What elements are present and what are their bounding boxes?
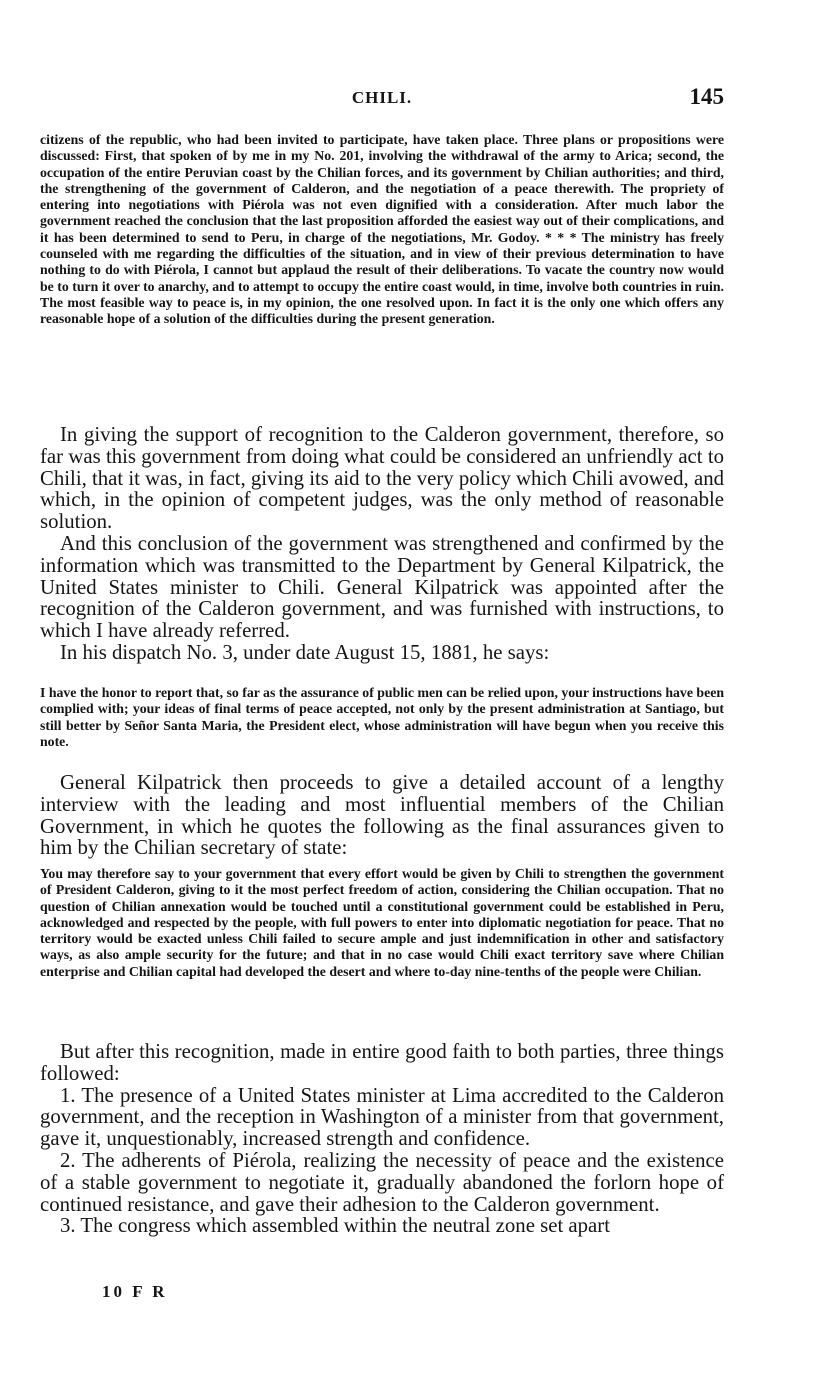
body-section-1 xyxy=(40,424,724,664)
body-paragraph: In giving the support of recognition to the Calderon government, therefore, so far was this government from doing what could be considered an unfriendly act to Chili, that it was, in fact, giving its aid to the very policy which Chili avowed, and which, in the opinion of competent judges, was the only method of reasonable solution. xyxy=(40,423,724,534)
quote-paragraph: I have the honor to report that, so far as the assurance of public men can be relied upon, your instructions have been complied with; your ideas of final terms of peace accepted, not only by the present administration at Santiago, but still better by Señor Santa Maria, the President elect, whose administration will have begun when you receive this note. xyxy=(40,685,724,749)
quote-paragraph: citizens of the republic, who had been invited to participate, have taken place. Three plans or propositions were discussed: First, that spoken of by me in my No. 201, involving the withdrawal of the army to Arica; second, the occupation of the entire Peruvian coast by the Chilian forces, and its government by Chilian authorities; and third, the strengthening of the government of Calderon, and the negotiation of a peace therewith. The propriety of entering into negotiations with Piérola was not even dignified with a consideration. After much labor the government reached the conclusion that the last proposition afforded the easiest way out of their complications, and it has been determined to send to Peru, in charge of the negotiations, Mr. Godoy. * * * The ministry has freely counseled with me regarding the difficulties of the situation, and in view of their previous determination to have nothing to do with Piérola, I cannot but applaud the result of their deliberations. To vacate the country now would be to turn it over to anarchy, and to attempt to occupy the entire coast would, in time, involve both countries in ruin. The most feasible way to peace is, in my opinion, the one resolved upon. In fact it is the only one which offers any reasonable hope of a solution of the difficulties during the present generation. xyxy=(40,132,724,327)
running-head xyxy=(40,84,724,114)
body-paragraph: General Kilpatrick then proceeds to give a detailed account of a lengthy interview with the leading and most influential members of the Chilian Government, in which he quotes the following as the final assurances given to him by the Chilian secretary of state: xyxy=(40,771,724,860)
numbered-item-2: 2. The adherents of Piérola, realizing the necessity of peace and the existence of a stable government to negotiate it, gradually abandoned the forlorn hope of continued resistance, and gave their adhesion to the Calderon government. xyxy=(40,1148,724,1216)
document-page xyxy=(40,0,724,1380)
quote-paragraph: You may therefore say to your government that every effort would be given by Chili to strengthen the government of President Calderon, giving to it the most perfect freedom of action, considering the Chilian occupation. That no question of Chilian annexation would be touched until a constitutional government could be established in Peru, acknowledged and respected by the people, with full powers to enter into diplomatic negotiation for peace. That no territory would be exacted unless Chili failed to secure ample and just indemnification in other and satisfactory ways, as also ample security for the future; and that in no case would Chili exact territory save where Chilian enterprise and Chilian capital had developed the desert and where to-day nine-tenths of the people were Chilian. xyxy=(40,866,724,979)
quoted-dispatch-excerpt-2 xyxy=(40,685,724,750)
page-number: 145 xyxy=(689,84,724,109)
body-section-2 xyxy=(40,772,724,859)
numbered-item-3: 3. The congress which assembled within the neutral zone set apart xyxy=(60,1214,610,1238)
body-paragraph: But after this recognition, made in entire good faith to both parties, three things followed: xyxy=(40,1040,724,1085)
signature-mark: 10 F R xyxy=(102,1282,168,1301)
body-paragraph: And this conclusion of the government was strengthened and confirmed by the information which was transmitted to the Department by General Kilpatrick, the United States minister to Chili. General Kilpatrick was appointed after the recognition of the Calderon government, and was furnished with instructions, to which I have already referred. xyxy=(40,531,724,643)
page-title: CHILI. xyxy=(351,88,413,107)
numbered-item-1: 1. The presence of a United States minister at Lima accredited to the Calderon government, and the reception in Washington of a minister from that government, gave it, unquestionably, increased strength and confidence. xyxy=(40,1083,724,1151)
quoted-dispatch-excerpt-1 xyxy=(40,132,724,328)
body-paragraph: In his dispatch No. 3, under date August 15, 1881, he says: xyxy=(60,640,550,664)
body-section-3 xyxy=(40,1041,724,1237)
quoted-secretary-assurance xyxy=(40,866,724,980)
